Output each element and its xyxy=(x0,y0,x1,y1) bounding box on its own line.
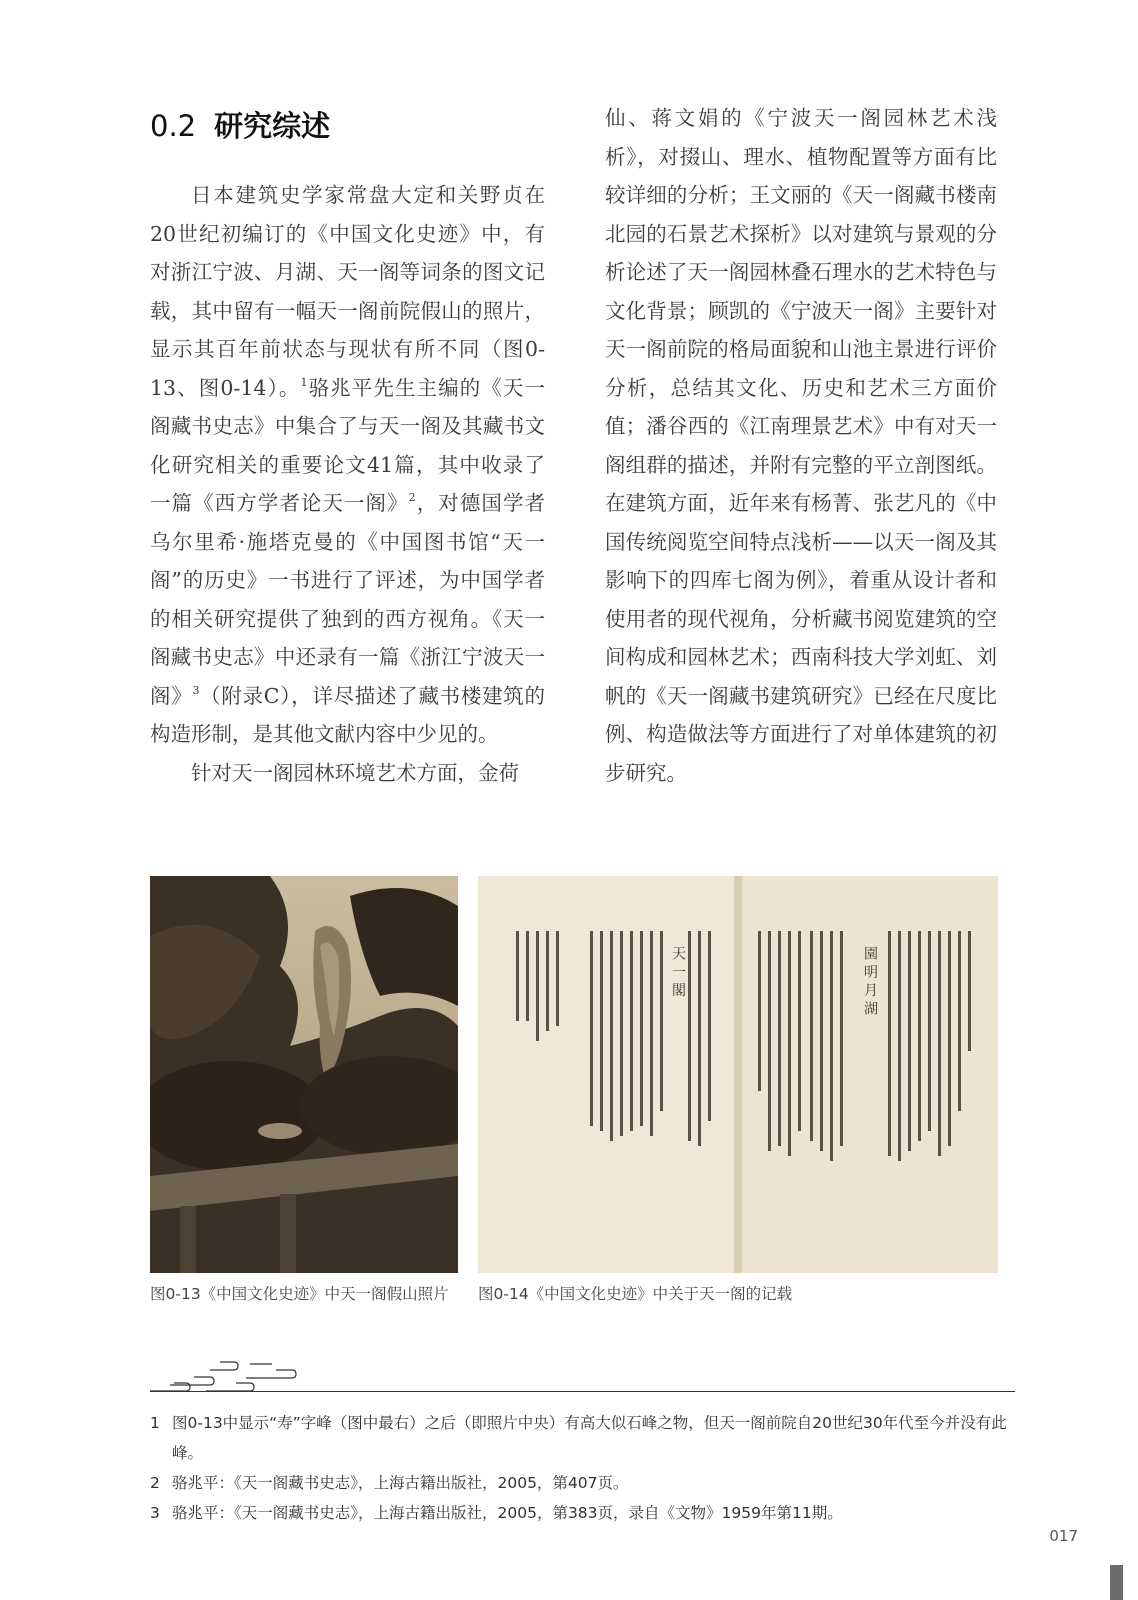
footnote-text: 骆兆平：《天一阁藏书史志》，上海古籍出版社，2005，第407页。 xyxy=(172,1474,629,1492)
left-column xyxy=(150,176,545,792)
footnote-text: 图0-13中显示“寿”字峰（图中最右）之后（即照片中央）有高大似石峰之物，但天一阁前院自20世纪30年代至今并没有此峰。 xyxy=(172,1414,1007,1462)
paragraph-text: ，对德国学者乌尔里希·施塔克曼的《中国图书馆“天一阁”的历史》一书进行了评述，为中国学者的相关研究提供了独到的西方视角。《天一阁藏书史志》中还录有一篇《浙江宁波天一阁》 xyxy=(150,491,546,708)
right-column xyxy=(605,99,997,792)
section-number: 0.2 xyxy=(150,109,197,143)
section-heading: 研究综述 xyxy=(214,109,331,143)
figure-rockery-photo xyxy=(150,876,458,1273)
footnotes xyxy=(150,1408,1020,1528)
footnote xyxy=(150,1498,1020,1528)
footnote-ref[interactable]: 2 xyxy=(408,491,416,504)
section-title xyxy=(150,104,330,145)
paragraph-text: 骆兆平先生主编的《天一阁藏书史志》中集合了与天一阁及其藏书文化研究相关的重要论文41篇，其中收录了一篇《西方学者论天一阁》 xyxy=(150,375,546,515)
figure-14-caption: 图0-14《中国文化史迹》中关于天一阁的记载 xyxy=(478,1285,793,1303)
figure-13-caption: 图0-13《中国文化史迹》中天一阁假山照片 xyxy=(150,1285,449,1303)
book-heading-right: 園 明 月 湖 xyxy=(862,946,878,1016)
paragraph xyxy=(150,176,545,754)
rockery-photo-image xyxy=(150,876,458,1273)
footnote-number: 1 xyxy=(150,1414,160,1432)
page-number: 017 xyxy=(1049,1527,1078,1545)
footnote-number: 2 xyxy=(150,1474,160,1492)
footnote-number: 3 xyxy=(150,1504,160,1522)
paragraph-text: （附录C），详尽描述了藏书楼建筑的构造形制，是其他文献内容中少见的。 xyxy=(150,683,546,746)
paragraph: 针对天一阁园林环境艺术方面，金荷 xyxy=(191,760,519,785)
footnote-text: 骆兆平：《天一阁藏书史志》，上海古籍出版社，2005，第383页，录自《文物》1959年第11期。 xyxy=(172,1504,843,1522)
book-spread-image xyxy=(478,876,998,1273)
page-edge-tab xyxy=(1110,1565,1123,1600)
book-heading-left: 天 一 閣 xyxy=(670,946,686,997)
figure-book-spread xyxy=(478,876,998,1273)
paragraph: 仙、蒋文娟的《宁波天一阁园林艺术浅析》，对掇山、理水、植物配置等方面有比较详细的分析；王文丽的《天一阁藏书楼南北园的石景艺术探析》以对建筑与景观的分析论述了天一阁园林叠石理水的艺术特色与文化背景；顾凯的《宁波天一阁》主要针对天一阁前院的格局面貌和山池主景进行评价分析，总结其文化、历史和艺术三方面价值；潘谷西的《江南理景艺术》中有对天一阁组群的描述，并附有完整的平立剖图纸。在建筑方面，近年来有杨菁、张艺凡的《中国传统阅览空间特点浅析——以天一阁及其影响下的四库七阁为例》，着重从设计者和使用者的现代视角，分析藏书阅览建筑的空间构成和园林艺术；西南科技大学刘虹、刘帆的《天一阁藏书建筑研究》已经在尺度比例、构造做法等方面进行了对单体建筑的初步研究。 xyxy=(605,106,997,785)
paragraph-text: 日本建筑史学家常盘大定和关野贞在20世纪初编订的《中国文化史迹》中，有对浙江宁波、月湖、天一阁等词条的图文记载，其中留有一幅天一阁前院假山的照片，显示其百年前状态与现状有所不同（图0-13、图0-14）。 xyxy=(150,183,545,400)
footnote xyxy=(150,1468,1020,1498)
footnote-ref[interactable]: 1 xyxy=(300,375,308,389)
footnote xyxy=(150,1408,1020,1468)
footnote-ref[interactable]: 3 xyxy=(192,683,200,697)
footnote-rule xyxy=(150,1391,1015,1392)
